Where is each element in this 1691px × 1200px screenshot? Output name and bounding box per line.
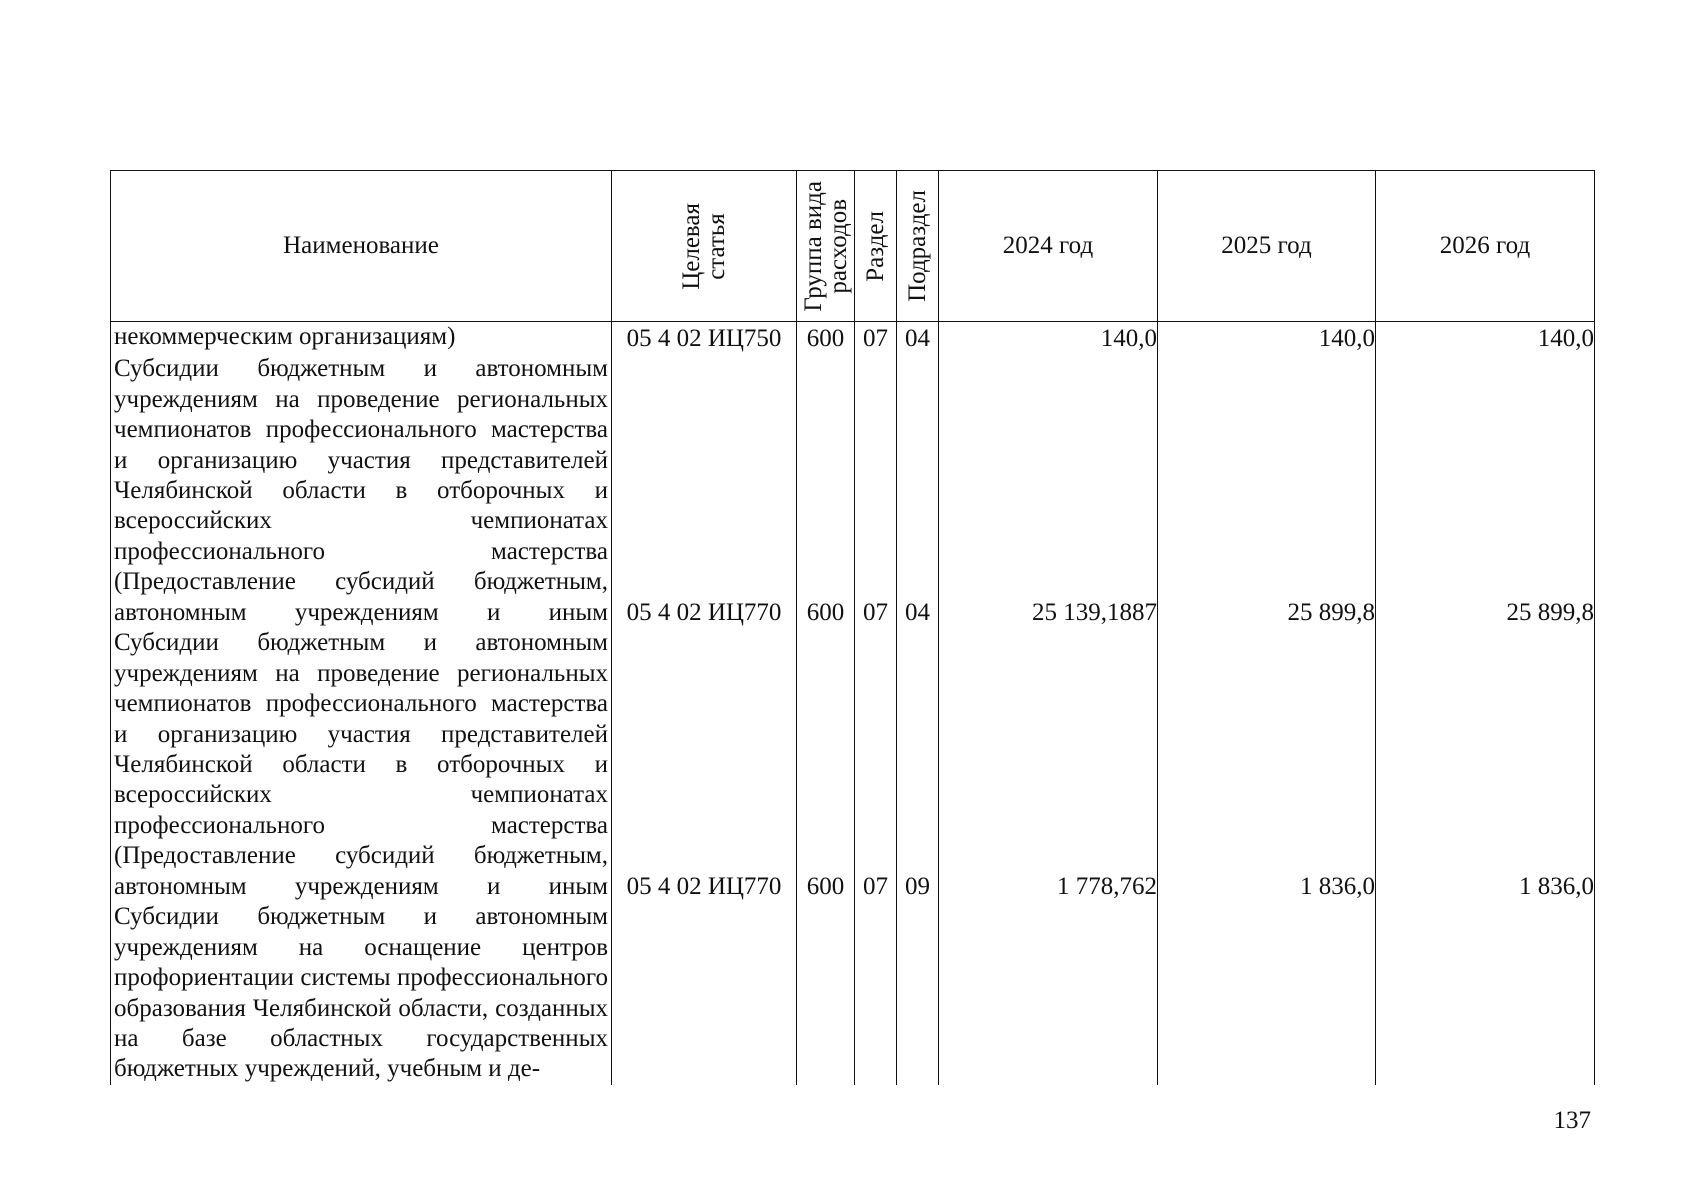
value-2025-cell: 25 899,8	[1158, 354, 1376, 628]
table-row	[111, 902, 1595, 1085]
section-cell: 07	[855, 322, 897, 355]
value-2024-cell: 1 778,762	[939, 628, 1158, 902]
name-cell	[111, 902, 612, 1085]
value-2024-cell: 140,0	[939, 322, 1158, 355]
header-2024: 2024 год	[939, 171, 1158, 322]
value-2024-cell	[939, 902, 1158, 1085]
target-cell: 05 4 02 ИЦ750	[612, 322, 797, 355]
target-cell: 05 4 02 ИЦ770	[612, 354, 797, 628]
header-group-label: Группа вида расходов	[799, 180, 852, 312]
value-2024-cell: 25 139,1887	[939, 354, 1158, 628]
header-target-label: Целевая статья	[678, 202, 730, 290]
group-cell: 600	[797, 354, 855, 628]
subsection-cell	[897, 902, 939, 1085]
header-section	[855, 171, 897, 322]
group-cell: 600	[797, 628, 855, 902]
table-row	[111, 628, 1595, 902]
subsection-cell: 04	[897, 322, 939, 355]
table-row	[111, 322, 1595, 355]
section-cell	[855, 902, 897, 1085]
table-header-row	[111, 171, 1595, 322]
group-cell	[797, 902, 855, 1085]
name-cell	[111, 628, 612, 902]
row-name: Субсидии бюджетным и автономным учреждениям на проведение региональных чемпионатов профессионального мастерства и организацию участия представителей Челябинской области в отборочных и всероссийских чемпионатах профессионального мастерства (Предоставление субсидий бюджетным, автономным учреждениям и иным	[114, 629, 608, 900]
header-subsection	[897, 171, 939, 322]
header-target	[612, 171, 797, 322]
target-cell: 05 4 02 ИЦ770	[612, 628, 797, 902]
value-2026-cell	[1376, 902, 1595, 1085]
header-name: Наименование	[111, 171, 612, 322]
budget-table	[110, 170, 1595, 1085]
page-number: 137	[1553, 1107, 1591, 1134]
subsection-cell: 04	[897, 354, 939, 628]
header-group	[797, 171, 855, 322]
header-2026: 2026 год	[1376, 171, 1595, 322]
value-2026-cell: 25 899,8	[1376, 354, 1595, 628]
name-cell	[111, 322, 612, 355]
value-2025-cell: 1 836,0	[1158, 628, 1376, 902]
value-2025-cell: 140,0	[1158, 322, 1376, 355]
group-cell: 600	[797, 322, 855, 355]
value-2025-cell	[1158, 902, 1376, 1085]
row-name: некоммерческим организациям)	[114, 323, 456, 350]
section-cell: 07	[855, 628, 897, 902]
row-name: Субсидии бюджетным и автономным учреждениям на оснащение центров профориентации системы профессионального образования Челябинской области, созданных на базе областных государственных бюджетных учреждений, учебным и де-	[114, 903, 608, 1083]
name-cell	[111, 354, 612, 628]
subsection-cell: 09	[897, 628, 939, 902]
header-2025: 2025 год	[1158, 171, 1376, 322]
value-2026-cell: 1 836,0	[1376, 628, 1595, 902]
row-name: Субсидии бюджетным и автономным учреждениям на проведение региональных чемпионатов профессионального мастерства и организацию участия представителей Челябинской области в отборочных и всероссийских чемпионатах профессионального мастерства (Предоставление субсидий бюджетным, автономным учреждениям и иным	[114, 355, 608, 626]
target-cell	[612, 902, 797, 1085]
value-2026-cell: 140,0	[1376, 322, 1595, 355]
table-row	[111, 354, 1595, 628]
section-cell: 07	[855, 354, 897, 628]
header-subsection-label: Подраздел	[904, 190, 931, 302]
header-section-label: Раздел	[862, 210, 889, 282]
